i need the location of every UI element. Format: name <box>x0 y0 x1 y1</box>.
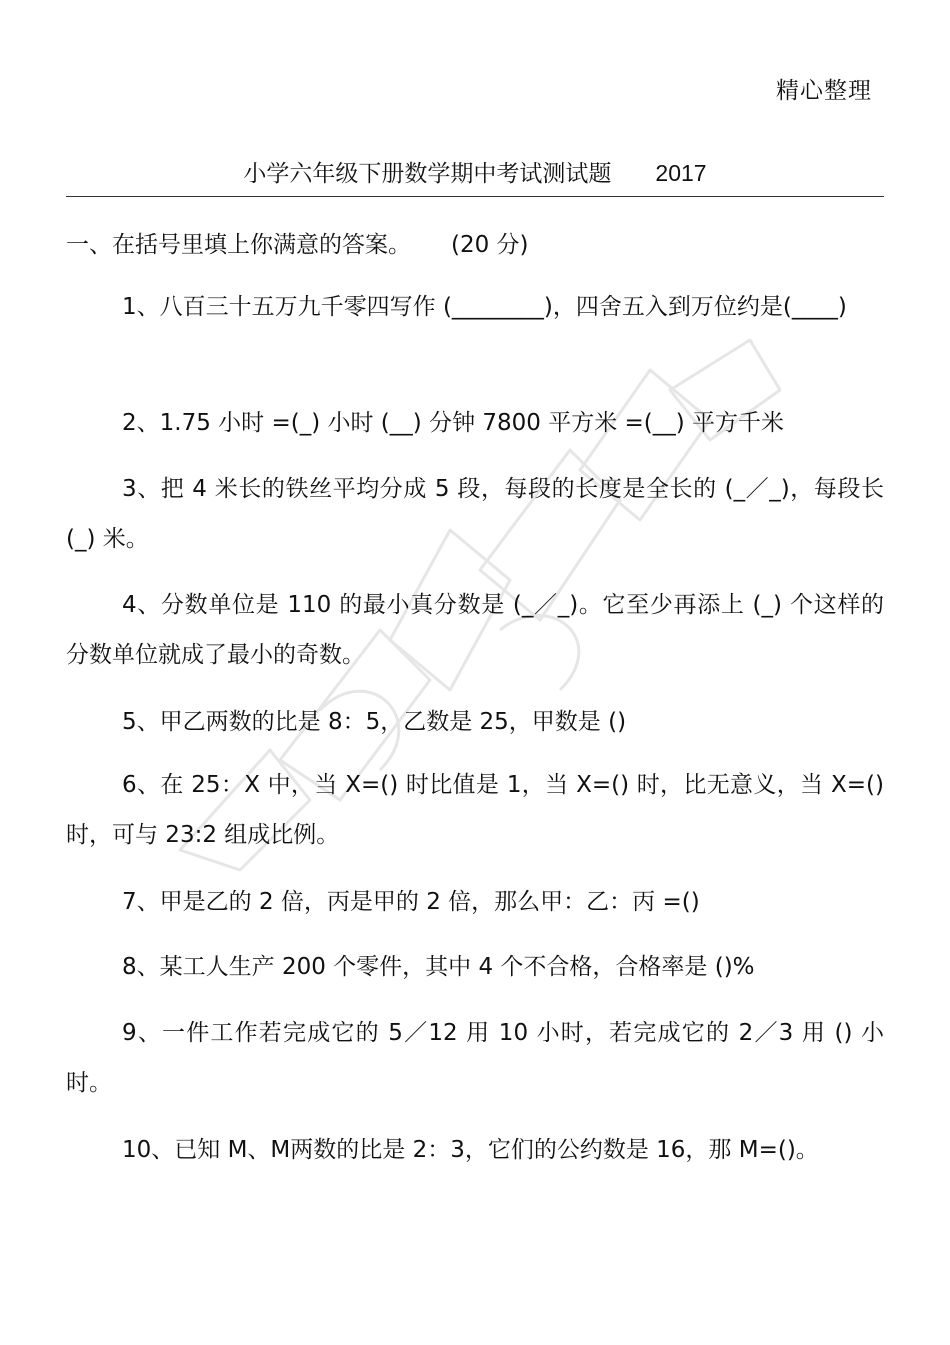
question-7: 7、甲是乙的 2 倍，丙是甲的 2 倍，那么甲：乙：丙 =() <box>122 889 700 915</box>
question-8: 8、某工人生产 200 个零件，其中 4 个不合格，合格率是 ()% <box>122 954 755 980</box>
header-note: 精心整理 <box>776 78 872 104</box>
question-2: 2、1.75 小时 =(_) 小时 (__) 分钟 7800 平方米 =(__) 平方千米 <box>122 410 785 436</box>
section-heading <box>66 226 529 259</box>
page-title <box>0 155 950 188</box>
question-9: 9、一件工作若完成它的 5／12 用 10 小时，若完成它的 2／3 用 () 小时。 <box>66 1020 884 1096</box>
title-divider <box>66 196 884 197</box>
section-heading-text: 一、在括号里填上你满意的答案。 <box>66 232 411 258</box>
question-1: 1、八百三十五万九千零四写作 (________)，四舍五入到万位约是(____) <box>122 294 847 320</box>
question-10: 10、已知 M、M两数的比是 2：3，它们的公约数是 16，那 M=()。 <box>122 1137 819 1163</box>
section-points: (20 分) <box>451 232 529 258</box>
question-4: 4、分数单位是 110 的最小真分数是 (_／_)。它至少再添上 (_) 个这样的分数单位就成了最小的奇数。 <box>66 592 884 668</box>
title-text: 小学六年级下册数学期中考试测试题 <box>243 161 612 187</box>
question-3: 3、把 4 米长的铁丝平均分成 5 段，每段的长度是全长的 (_／_)，每段长 (_) 米。 <box>66 476 884 552</box>
question-5: 5、甲乙两数的比是 8：5，乙数是 25，甲数是 () <box>122 709 627 735</box>
title-year: 2017 <box>655 160 707 186</box>
question-6: 6、在 25：X 中，当 X=() 时比值是 1，当 X=() 时，比无意义，当 X=() 时，可与 23:2 组成比例。 <box>66 772 884 848</box>
